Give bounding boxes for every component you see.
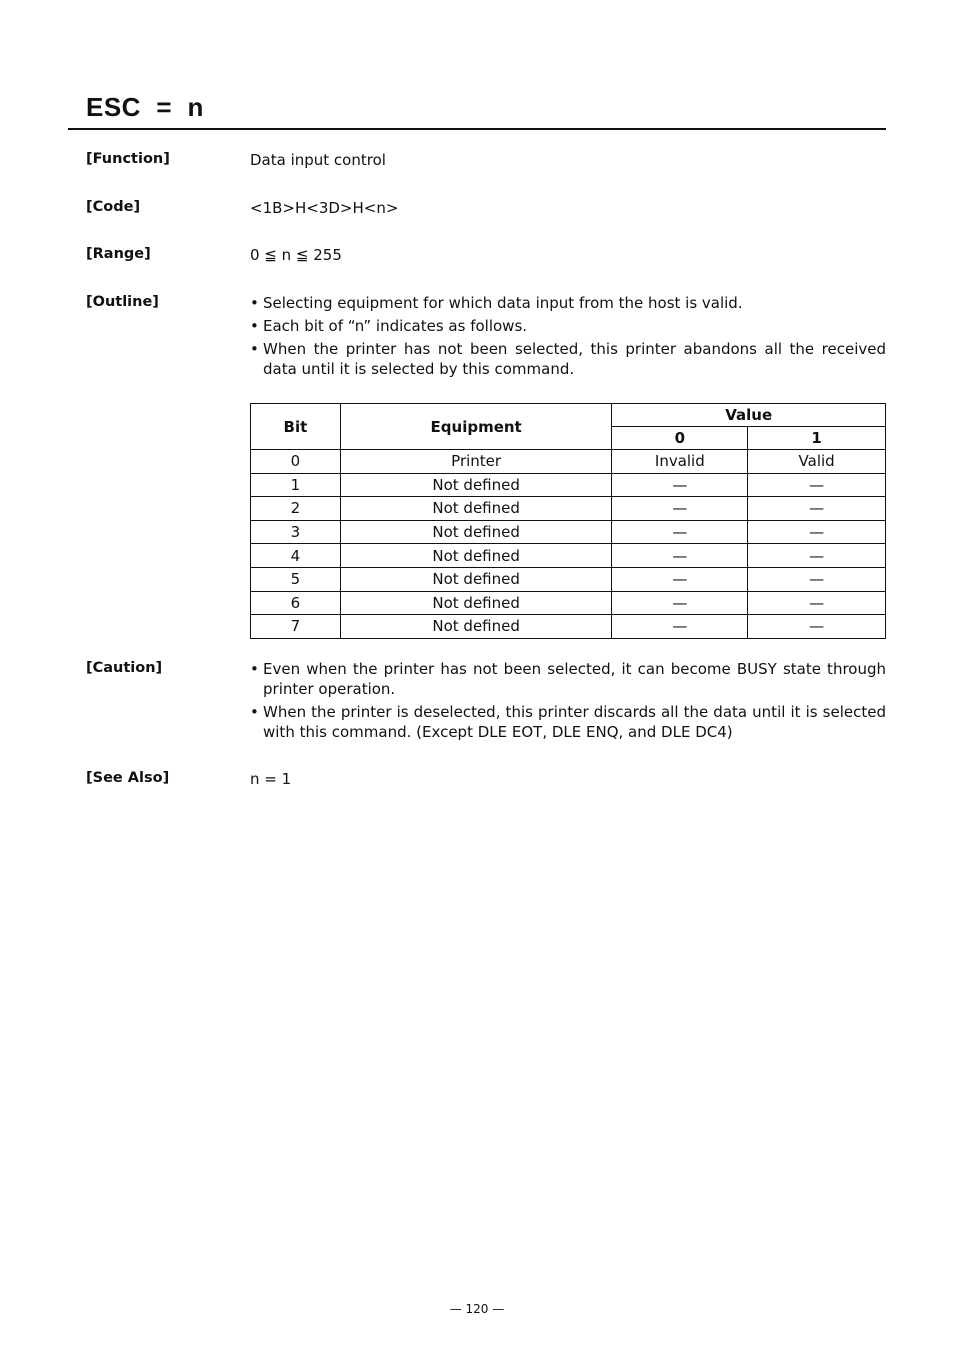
cell-value-0: Invalid — [612, 450, 748, 474]
outline-bullet — [250, 293, 886, 313]
header-bit: Bit — [251, 404, 341, 450]
cell-bit: 5 — [251, 567, 341, 591]
function-value: Data input control — [250, 151, 386, 169]
cell-value-0: — — [612, 591, 748, 615]
table-row — [251, 497, 886, 521]
function-label: [Function] — [86, 151, 170, 167]
table-row — [251, 591, 886, 615]
table-row — [251, 450, 886, 474]
table-row — [251, 544, 886, 568]
page-number: — 120 — — [449, 1302, 505, 1316]
caution-bullet — [250, 702, 886, 742]
cell-equipment: Not defined — [340, 497, 612, 521]
cell-value-0: — — [612, 497, 748, 521]
bullet-icon: • — [250, 340, 259, 358]
table-header-row — [251, 404, 886, 427]
title-rule — [68, 128, 886, 130]
cell-value-0: — — [612, 615, 748, 639]
cell-bit: 0 — [251, 450, 341, 474]
cell-value-1: — — [748, 544, 886, 568]
header-value-1: 1 — [748, 427, 886, 450]
cell-bit: 4 — [251, 544, 341, 568]
cell-equipment: Printer — [340, 450, 612, 474]
outline-bullet — [250, 316, 886, 336]
bullet-icon: • — [250, 660, 259, 678]
cell-equipment: Not defined — [340, 615, 612, 639]
cell-equipment: Not defined — [340, 591, 612, 615]
cell-value-1: — — [748, 591, 886, 615]
bullet-icon: • — [250, 703, 259, 721]
cell-bit: 2 — [251, 497, 341, 521]
header-value: Value — [612, 404, 886, 427]
cell-equipment: Not defined — [340, 473, 612, 497]
cell-value-0: — — [612, 544, 748, 568]
cell-value-1: — — [748, 615, 886, 639]
cell-value-0: — — [612, 520, 748, 544]
bullet-icon: • — [250, 317, 259, 335]
cell-equipment: Not defined — [340, 520, 612, 544]
see-also-value: n = 1 — [250, 770, 292, 788]
table-row — [251, 473, 886, 497]
caution-bullet-list — [250, 659, 886, 745]
bullet-icon: • — [250, 294, 259, 312]
cell-equipment: Not defined — [340, 544, 612, 568]
caution-label: [Caution] — [86, 660, 163, 676]
code-label: [Code] — [86, 199, 141, 215]
caution-bullet-text: Even when the printer has not been selected, it can become BUSY state through printer operation. — [263, 660, 886, 698]
cell-value-0: — — [612, 567, 748, 591]
outline-bullet-text: When the printer has not been selected, this printer abandons all the received data until it is selected by this command. — [263, 340, 886, 378]
cell-bit: 7 — [251, 615, 341, 639]
table-row — [251, 615, 886, 639]
cell-bit: 6 — [251, 591, 341, 615]
cell-bit: 1 — [251, 473, 341, 497]
header-equipment: Equipment — [340, 404, 612, 450]
bit-table — [250, 403, 886, 639]
table-row — [251, 520, 886, 544]
cell-value-1: — — [748, 567, 886, 591]
cell-value-1: — — [748, 520, 886, 544]
outline-bullet-text: Selecting equipment for which data input from the host is valid. — [263, 294, 743, 312]
caution-bullet — [250, 659, 886, 699]
header-value-0: 0 — [612, 427, 748, 450]
cell-bit: 3 — [251, 520, 341, 544]
see-also-label: [See Also] — [86, 770, 170, 786]
cell-equipment: Not defined — [340, 567, 612, 591]
caution-bullet-text: When the printer is deselected, this printer discards all the data until it is selected with this command. (Except DLE EOT, DLE ENQ, and DLE DC4) — [263, 703, 886, 741]
outline-bullet-text: Each bit of “n” indicates as follows. — [263, 317, 528, 335]
range-label: [Range] — [86, 246, 151, 262]
outline-bullet-list — [250, 293, 886, 382]
outline-label: [Outline] — [86, 294, 159, 310]
table-row — [251, 567, 886, 591]
code-value: <1B>H<3D>H<n> — [250, 199, 399, 217]
cell-value-1: — — [748, 473, 886, 497]
page-title: ESC = n — [86, 92, 204, 122]
cell-value-1: Valid — [748, 450, 886, 474]
cell-value-1: — — [748, 497, 886, 521]
cell-value-0: — — [612, 473, 748, 497]
outline-bullet — [250, 339, 886, 379]
range-value: 0 ≦ n ≦ 255 — [250, 246, 342, 264]
